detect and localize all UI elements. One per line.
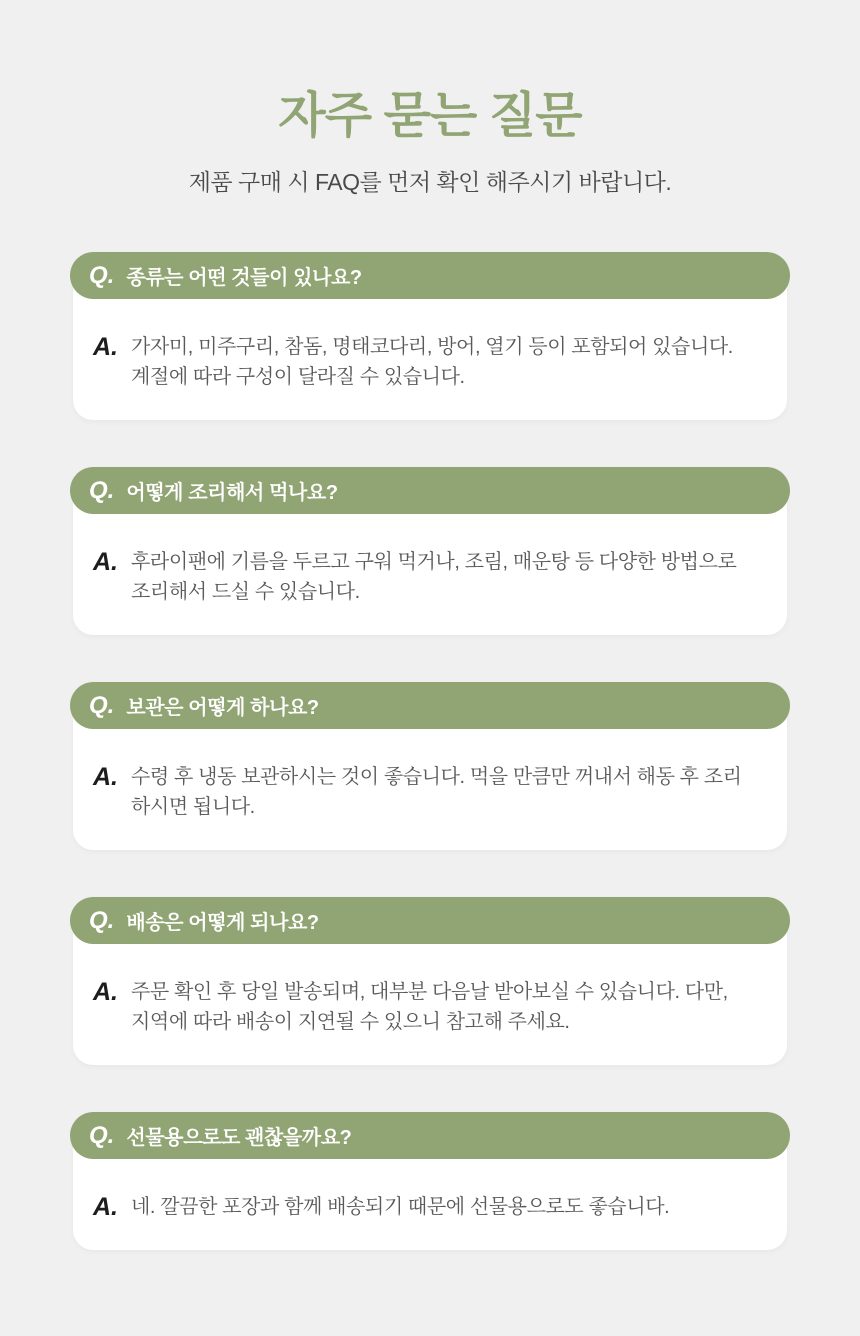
- faq-answer-card: [73, 1112, 787, 1250]
- faq-question-bar: [70, 467, 790, 514]
- faq-question-bar: [70, 1112, 790, 1159]
- faq-question-bar: [70, 897, 790, 944]
- answer-mark-label: A.: [93, 978, 118, 1006]
- faq-answer-row: [73, 299, 787, 420]
- question-text: 종류는 어떤 것들이 있나요?: [126, 267, 362, 289]
- faq-header: [0, 0, 860, 196]
- answer-text: 네. 깔끔한 포장과 함께 배송되기 때문에 선물용으로도 좋습니다.: [131, 1196, 670, 1218]
- faq-list: [70, 252, 790, 1250]
- faq-item: [70, 897, 790, 1065]
- question-text: 보관은 어떻게 하나요?: [126, 697, 319, 719]
- faq-answer-row: [73, 729, 787, 850]
- question-mark-label: Q.: [89, 1121, 115, 1149]
- answer-mark-label: A.: [93, 1193, 118, 1221]
- faq-answer-card: [73, 897, 787, 1065]
- answer-mark-label: A.: [93, 333, 118, 361]
- answer-text: 수령 후 냉동 보관하시는 것이 좋습니다. 먹을 만큼만 꺼내서 해동 후 조리하시면 됩니다.: [131, 766, 742, 818]
- faq-item: [70, 1112, 790, 1250]
- faq-question-bar: [70, 252, 790, 299]
- question-text: 배송은 어떻게 되나요?: [126, 912, 319, 934]
- answer-text: 후라이팬에 기름을 두르고 구워 먹거나, 조림, 매운탕 등 다양한 방법으로 조리해서 드실 수 있습니다.: [131, 551, 737, 603]
- page-subtitle: 제품 구매 시 FAQ를 먼저 확인 해주시기 바랍니다.: [188, 169, 672, 195]
- answer-mark-label: A.: [93, 548, 118, 576]
- question-text: 어떻게 조리해서 먹나요?: [126, 482, 338, 504]
- question-mark-label: Q.: [89, 476, 115, 504]
- faq-item: [70, 682, 790, 850]
- faq-item: [70, 467, 790, 635]
- question-text: 선물용으로도 괜찮을까요?: [126, 1127, 352, 1149]
- answer-text: 가자미, 미주구리, 참돔, 명태코다리, 방어, 열기 등이 포함되어 있습니다. 계절에 따라 구성이 달라질 수 있습니다.: [131, 336, 733, 388]
- faq-answer-row: [73, 1159, 787, 1250]
- faq-answer-row: [73, 944, 787, 1065]
- faq-answer-card: [73, 252, 787, 420]
- question-mark-label: Q.: [89, 691, 115, 719]
- faq-question-bar: [70, 682, 790, 729]
- answer-mark-label: A.: [93, 763, 118, 791]
- answer-text: 주문 확인 후 당일 발송되며, 대부분 다음날 받아보실 수 있습니다. 다만, 지역에 따라 배송이 지연될 수 있으니 참고해 주세요.: [131, 981, 728, 1033]
- faq-answer-card: [73, 682, 787, 850]
- faq-answer-row: [73, 514, 787, 635]
- faq-item: [70, 252, 790, 420]
- faq-answer-card: [73, 467, 787, 635]
- page-title: 자주 묻는 질문: [278, 89, 582, 143]
- question-mark-label: Q.: [89, 261, 115, 289]
- question-mark-label: Q.: [89, 906, 115, 934]
